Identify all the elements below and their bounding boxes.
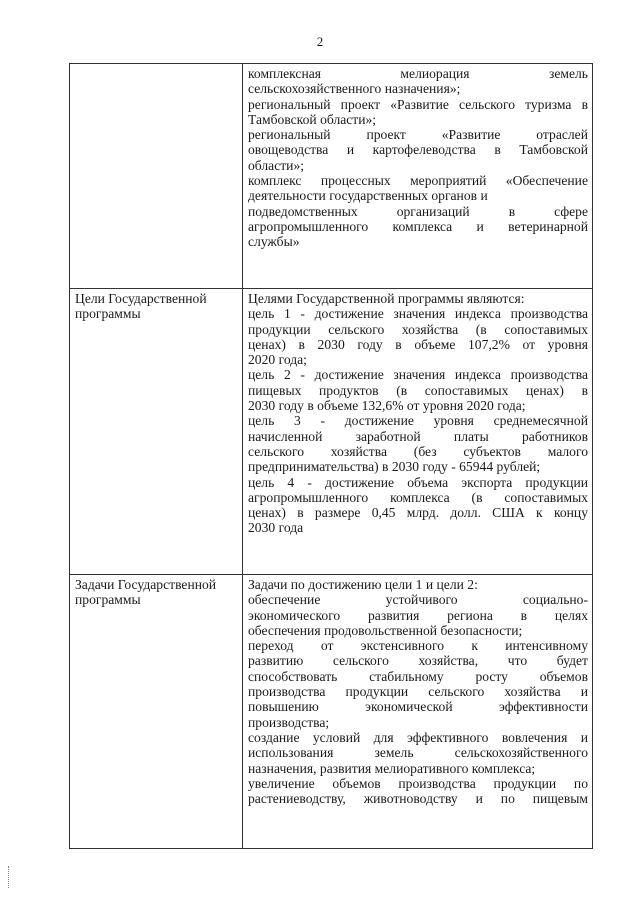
row-label-cell: [70, 64, 243, 289]
content-line: производства;: [248, 714, 330, 730]
content-line: комплексная мелиорация земель: [248, 66, 588, 81]
content-line: региональный проект «Развитие отраслей: [248, 127, 588, 143]
row-content-cell: [243, 64, 593, 289]
row-label-cell: [70, 575, 243, 849]
content-line: создание условий для эффективного вовлечения и: [248, 729, 588, 745]
content-line: предпринимательства) в 2030 году - 65944 рублей;: [248, 459, 541, 475]
table-row-goals: [70, 289, 593, 575]
content-line: повышению экономической эффективности: [248, 699, 588, 715]
content-line: овощеводства и картофелеводства в Тамбовской: [248, 142, 588, 158]
content-line: обеспечение устойчивого социально-: [248, 592, 588, 608]
content-line: продукции сельского хозяйства (в сопоставимых: [248, 321, 588, 337]
content-line: увеличение объемов производства продукции по: [248, 775, 588, 791]
content-line: Задачи по достижению цели 1 и цели 2:: [248, 577, 478, 592]
content-line: цель 1 - достижение значения индекса производства: [248, 306, 588, 322]
row-content-cell: [243, 575, 593, 849]
page-number: 2: [316, 34, 324, 49]
program-passport-table: [69, 63, 593, 849]
content-line: сельского хозяйства (без субъектов малого: [248, 443, 588, 459]
row-label-text: программы: [75, 306, 141, 322]
row-content-cell: [243, 289, 593, 575]
content-line: развитию сельского хозяйства, что будет: [248, 653, 588, 669]
table-row-tasks: [70, 575, 593, 849]
content-line: подведомственных организаций в сфере: [248, 203, 588, 219]
content-line: цель 4 - достижение объема экспорта продукции: [248, 474, 588, 490]
content-line: агропромышленного комплекса и ветеринарной: [248, 218, 588, 234]
content-line: Целями Государственной программы являются:: [248, 291, 525, 306]
row-label-text: программы: [75, 592, 141, 608]
content-line: растениеводству, животноводству и по пищевым: [248, 791, 588, 807]
content-line: 2020 года;: [248, 352, 307, 368]
content-line: Тамбовской области»;: [248, 111, 377, 127]
content-line: деятельности государственных органов и: [248, 188, 488, 204]
content-line: пищевых продуктов (в сопоставимых ценах) в: [248, 382, 588, 398]
content-line: назначения, развития мелиоративного комплекса;: [248, 760, 536, 776]
content-line: переход от экстенсивного к интенсивному: [248, 638, 588, 654]
content-line: цель 3 - достижение уровня среднемесячной: [248, 413, 588, 429]
row-label-cell: [70, 289, 243, 575]
content-line: экономического развития региона в целях: [248, 607, 588, 623]
content-line: 2030 года: [248, 520, 304, 536]
content-line: сельскохозяйственного назначения»;: [248, 81, 461, 97]
content-line: ценах) в размере 0,45 млрд. долл. США к концу: [248, 505, 588, 521]
content-line: области»;: [248, 157, 305, 173]
content-line: способствовать стабильному росту объемов: [248, 668, 588, 684]
content-line: службы»: [248, 234, 300, 250]
table-row: [70, 64, 593, 289]
row-label-text: Цели Государственной: [75, 291, 207, 306]
content-line: использования земель сельскохозяйственного: [248, 745, 588, 761]
content-line: агропромышленного комплекса (в сопоставимых: [248, 489, 588, 505]
row-label-text: Задачи Государственной: [75, 577, 217, 592]
content-line: цель 2 - достижение значения индекса производства: [248, 367, 588, 383]
content-line: обеспечения продовольственной безопасности;: [248, 622, 523, 638]
content-line: производства продукции сельского хозяйства и: [248, 684, 588, 700]
content-line: региональный проект «Развитие сельского туризма в: [248, 96, 588, 112]
content-line: 2030 году в объеме 132,6% от уровня 2020 года;: [248, 398, 526, 414]
content-line: начисленной заработной платы работников: [248, 428, 588, 444]
margin-mark: [8, 866, 11, 888]
content-line: комплекс процессных мероприятий «Обеспечение: [248, 173, 588, 189]
content-line: ценах) в 2030 году в объеме 107,2% от уровня: [248, 336, 588, 352]
